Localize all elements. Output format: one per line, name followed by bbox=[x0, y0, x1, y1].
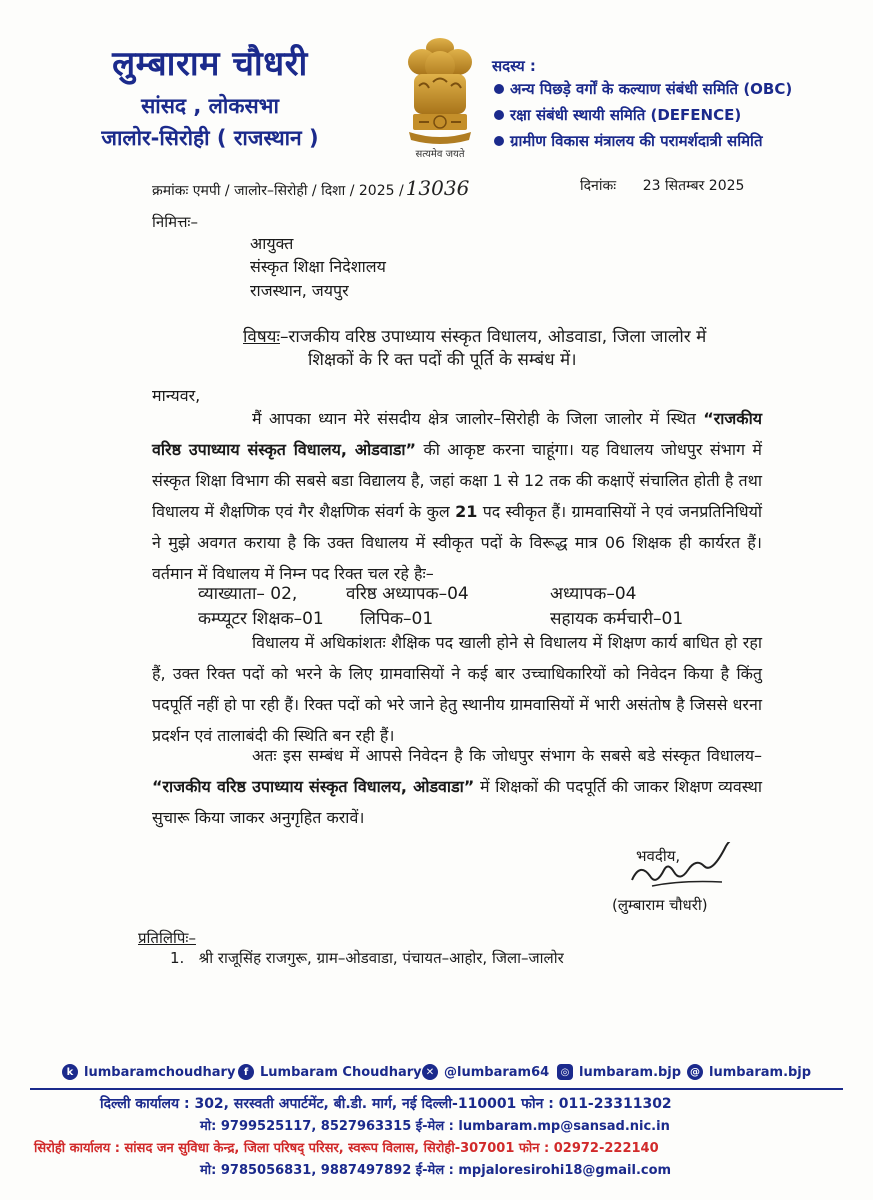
letter-date: दिनांकः 23 सितम्बर 2025 bbox=[580, 178, 745, 194]
social-link[interactable] bbox=[238, 1064, 422, 1080]
school-name: “राजकीय वरिष्ठ उपाध्याय संस्कृत विधालय, ओडवाडा” bbox=[152, 409, 762, 459]
x-icon: ✕ bbox=[422, 1064, 438, 1080]
committee-item bbox=[492, 128, 852, 154]
para-text: पद स्वीकृत हैं। ग्रामवासियों ने एवं जनप्रतिनिधियों ने मुझे अवगत कराया है कि उक्त विधालय में स्वीकृत पदों के विरूद्ध मात्र 06 शिक्षक ही कार्यरत हैं। वर्तमान में विधालय में निम्न पद रिक्त चल रहे हैः– bbox=[152, 502, 762, 583]
social-link[interactable] bbox=[557, 1064, 681, 1080]
closing: भवदीय, bbox=[636, 847, 681, 865]
recipient-line: आयुक्त bbox=[250, 234, 294, 253]
social-link[interactable] bbox=[687, 1064, 811, 1080]
koo-icon: k bbox=[62, 1064, 78, 1080]
para-text: अतः इस सम्बंध में आपसे निवेदन है कि जोधपुर संभाग के सबसे बडे संस्कृत विधालय– bbox=[252, 746, 762, 765]
social-links bbox=[0, 1058, 873, 1088]
social-label: lumbaram.bjp bbox=[709, 1064, 812, 1080]
para-text: मैं आपका ध्यान मेरे संसदीय क्षेत्र जालोर–सिरोही के जिला जालोर में स्थित bbox=[252, 409, 696, 428]
bullet-icon bbox=[494, 84, 504, 94]
emblem-motto: सत्यमेव जयते bbox=[415, 149, 465, 160]
signatory-name: (लुम्बाराम चौधरी) bbox=[612, 896, 708, 914]
copy-label: प्रतिलिपिः– bbox=[138, 929, 196, 947]
vacancy-item: कम्प्यूटर शिक्षक–01 bbox=[198, 609, 324, 629]
committee-label: अन्य पिछड़े वर्गों के कल्याण संबंधी समिति (OBC) bbox=[510, 80, 793, 98]
recipient-line: संस्कृत शिक्षा निदेशालय bbox=[250, 257, 386, 276]
vacancy-item: व्याख्याता– 02, bbox=[198, 584, 298, 604]
salutation: मान्यवर, bbox=[152, 386, 201, 405]
delhi-office-address: दिल्ली कार्यालय : 302, सरस्वती अपार्टमेंट, बी.डी. मार्ग, नई दिल्ली-110001 फोन : 011-23311302 bbox=[100, 1096, 672, 1112]
committee-item bbox=[492, 102, 852, 128]
vacancy-item: सहायक कर्मचारी–01 bbox=[550, 609, 684, 629]
copy-item: 1. श्री राजूसिंह राजगुरू, ग्राम–ओडवाडा, पंचायत–आहोर, जिला–जालोर bbox=[170, 949, 564, 967]
social-label: lumbaram.bjp bbox=[579, 1064, 682, 1080]
subject-line bbox=[243, 325, 706, 349]
recipient-line: राजस्थान, जयपुर bbox=[250, 281, 349, 300]
committee-item bbox=[492, 76, 852, 102]
instagram-icon: ◎ bbox=[557, 1064, 573, 1080]
sirohi-office-address: सिरोही कार्यालय : सांसद जन सुविधा केन्द्र, जिला परिषद् परिसर, स्वरूप विलास, सिरोही-307001 फोन : 02972-222140 bbox=[34, 1141, 659, 1156]
committee-label: रक्षा संबंधी स्थायी समिति (DEFENCE) bbox=[510, 106, 742, 124]
letterhead-sender bbox=[60, 42, 360, 154]
member-heading: सदस्य : bbox=[492, 57, 536, 75]
subject-text: –राजकीय वरिष्ठ उपाध्याय संस्कृत विधालय, ओडवाडा, जिला जालोर में bbox=[279, 327, 707, 347]
school-name: “राजकीय वरिष्ठ उपाध्याय संस्कृत विधालय, ओडवाडा” bbox=[152, 777, 475, 796]
vacancy-item: लिपिक–01 bbox=[360, 609, 434, 629]
body-paragraph-2 bbox=[152, 627, 762, 751]
sender-constituency: जालोर-सिरोही ( राजस्थान ) bbox=[101, 126, 319, 150]
social-label: @lumbaram64 bbox=[444, 1064, 550, 1080]
sender-designation: सांसद , लोकसभा bbox=[141, 94, 279, 118]
vacancy-row bbox=[198, 582, 637, 606]
committee-list bbox=[492, 56, 852, 154]
delhi-office-contact: मो: 9799525117, 8527963315 ई-मेल : lumbaram.mp@sansad.nic.in bbox=[200, 1119, 670, 1134]
vacancy-item: अध्यापक–04 bbox=[550, 584, 637, 604]
state-emblem-icon bbox=[405, 36, 475, 154]
reference-number bbox=[152, 176, 469, 200]
footer-divider bbox=[30, 1088, 843, 1090]
subject-line-2: शिक्षकों के रि क्त पदों की पूर्ति के सम्बंध में। bbox=[308, 350, 577, 370]
sender-name: लुम्बाराम चौधरी bbox=[112, 44, 308, 84]
post-count: 21 bbox=[455, 502, 478, 521]
sirohi-office-contact: मो: 9785056831, 9887497892 ई-मेल : mpjaloresirohi18@gmail.com bbox=[200, 1163, 672, 1178]
subject-label: विषयः bbox=[243, 327, 280, 347]
social-link[interactable] bbox=[62, 1064, 235, 1080]
bullet-icon bbox=[494, 136, 504, 146]
body-paragraph-3 bbox=[152, 740, 762, 833]
para-text: की आकृष्ट करना चाहूंगा। यह विधालय जोधपुर संभाग में संस्कृत शिक्षा विभाग की सबसे बडा विद्यालय है, जहां कक्षा 1 से 12 तक की कक्षाऐं संचालित होती है तथा विधालय में शैक्षणिक एवं गैर शैक्षणिक संवर्ग के कुल bbox=[152, 440, 762, 521]
social-link[interactable] bbox=[422, 1064, 549, 1080]
committee-label: ग्रामीण विकास मंत्रालय की परामर्शदात्री समिति bbox=[510, 132, 763, 150]
body-paragraph-1 bbox=[152, 403, 762, 589]
social-label: Lumbaram Choudhary bbox=[260, 1064, 422, 1080]
threads-icon: @ bbox=[687, 1064, 703, 1080]
para-text: में शिक्षकों की पदपूर्ति की जाकर शिक्षण व्यवस्था सुचारू किया जाकर अनुगृहित करावें। bbox=[152, 777, 763, 827]
handwritten-reference-number: 13036 bbox=[405, 176, 470, 200]
para-text: विधालय में अधिकांशतः शैक्षिक पद खाली होने से विधालय में शिक्षण कार्य बाधित हो रहा हैं, उक्त रिक्त पदों को भरने के लिए ग्रामवासियों ने कई बार उच्चाधिकारियों को निवेदन किया है किंतु पदपूर्ति नहीं हो पा रही हैं। रिक्त पदों को भरे जाने हेतु स्थानीय ग्रामवासियों में भारी असंतोष है जिससे धरना प्रदर्शन एवं तालाबंदी की स्थिति बन रही हैं। bbox=[152, 633, 762, 745]
bullet-icon bbox=[494, 110, 504, 120]
purpose-label: निमित्तः– bbox=[152, 213, 198, 231]
social-label: lumbaramchoudhary bbox=[84, 1064, 236, 1080]
facebook-icon: f bbox=[238, 1064, 254, 1080]
reference-prefix: क्रमांकः एमपी / जालोर–सिरोही / दिशा / 2025 / bbox=[152, 183, 404, 199]
vacancy-item: वरिष्ठ अध्यापक–04 bbox=[346, 584, 469, 604]
